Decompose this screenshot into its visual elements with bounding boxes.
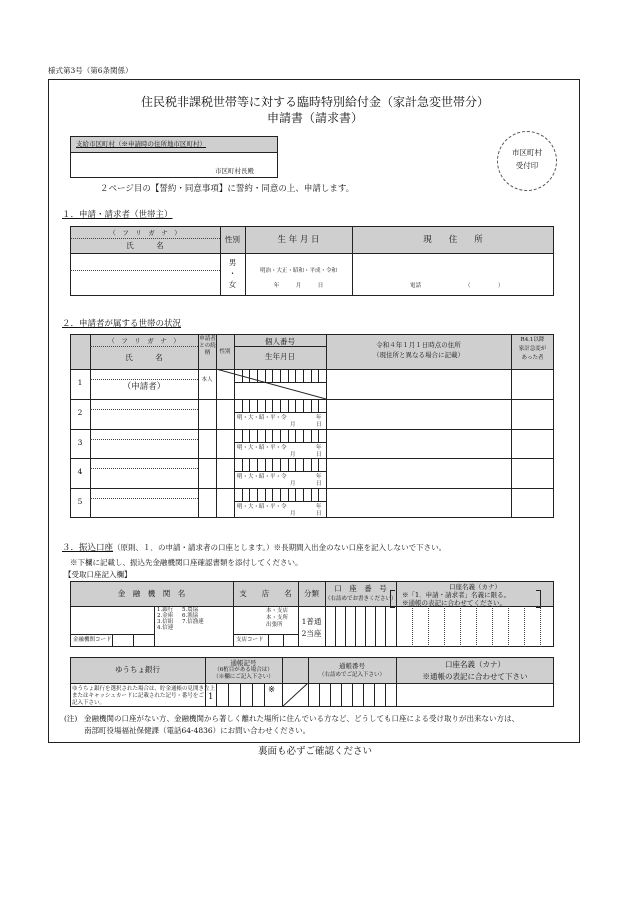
household-era[interactable]: 明・大・昭・平・令 (237, 415, 287, 421)
s2-change-2: 家計急変が (518, 346, 547, 352)
household-address-input[interactable] (327, 400, 510, 428)
s1-furigana-input[interactable] (76, 257, 214, 269)
category-header: 分類 (304, 589, 319, 598)
bank-type-2[interactable]: 2.金庫 (157, 613, 174, 619)
s1-sex: 性別 (225, 235, 240, 244)
bank-code-label: 金融機関コード (73, 637, 112, 643)
s1-female[interactable]: 女 (228, 280, 237, 289)
household-address-input[interactable] (327, 489, 510, 517)
reception-seal (497, 131, 557, 191)
household-name-input[interactable] (92, 500, 196, 517)
s1-phone: 電話 (410, 283, 422, 289)
household-name-input[interactable] (92, 411, 196, 428)
s1-ymd: 年 月 日 (273, 283, 324, 289)
s1-birth: 生 年 月 日 (277, 235, 320, 245)
s1-era[interactable]: 明治・大正・昭和・平成・令和 (259, 268, 337, 274)
kigo-first-digit: 1 (208, 692, 214, 702)
section3-note: ※下欄に記載し、振込先金融機関口座確認書類を添付してください。 (70, 558, 303, 567)
branch-header: 支 店 名 (239, 589, 292, 598)
household-month: 月 (290, 452, 296, 458)
household-furigana-input[interactable] (92, 400, 196, 408)
household-day: 日 (316, 452, 322, 458)
household-month: 月 (290, 511, 296, 517)
kigo-sub-2: （※欄にご記入下さい） (213, 674, 274, 680)
form-number: 様式第3号（第6条関係） (48, 66, 133, 75)
household-change-checkbox[interactable] (512, 430, 553, 457)
seal-text-1: 市区町村 (512, 148, 542, 157)
kigo-slash (282, 683, 309, 707)
row-number: 3 (77, 438, 83, 447)
s2-change-1: R4.1以降 (520, 337, 545, 343)
section3-heading: ３．振込口座 (62, 543, 114, 553)
s2-birth: 生年月日 (265, 352, 295, 361)
s1-name-input[interactable] (76, 274, 214, 292)
yucho-note-2: またはキャッシュカードに記載された記号・番号をご (72, 693, 204, 699)
bank-type-4[interactable]: 4.信連 (157, 625, 174, 631)
back-note: 裏面も必ずご確認ください (257, 746, 372, 757)
branch-name-input[interactable] (234, 607, 264, 633)
bank-type-6[interactable]: 6.漁協 (182, 613, 199, 619)
branch-type-1[interactable]: 本・支店 (266, 608, 289, 614)
household-furigana-input[interactable] (92, 430, 196, 438)
household-change-checkbox[interactable] (512, 489, 553, 517)
kigo-kome: ※ (268, 685, 276, 695)
bango-header: 通帳番号 (339, 662, 365, 670)
s1-phone-paren[interactable]: （ ） (465, 283, 504, 289)
household-year: 年 (316, 445, 322, 451)
s2-relation: 申請者との続柄 (199, 336, 216, 356)
s2-sex: 性別 (219, 349, 231, 355)
bank-name-input[interactable] (71, 607, 153, 633)
section3-subhead: 【受取口座記入欄】 (64, 570, 132, 579)
household-change-checkbox[interactable] (512, 400, 553, 428)
footnote-line-1: 金融機関の口座がない方、金融機関から著しく離れた場所に住んでいる方など、どうしても口座による受け取りが出来ない方は、 (84, 714, 519, 723)
household-month: 月 (290, 422, 296, 428)
household-day: 日 (316, 481, 322, 487)
branch-code-label: 支店コード (236, 637, 264, 643)
mayor-label: 市区町村長殿 (215, 167, 254, 175)
household-name-input[interactable] (92, 441, 196, 457)
yucho-note-1: ゆうちょ銀行を選択された場合は、貯金通帳の見開き左上 (72, 686, 216, 692)
s1-furigana: （ フ リ ガ ナ ） (109, 229, 181, 237)
row-number: 5 (77, 497, 83, 506)
holder-note-1: ※「1．申請・請求者」名義に限る。 (402, 591, 511, 599)
bank-type-1[interactable]: 1.銀行 (157, 607, 174, 613)
toza-option[interactable]: 2当座 (301, 629, 322, 638)
account-no-sub: （右詰めでお書きください） (325, 596, 397, 602)
household-furigana-input[interactable] (92, 459, 196, 467)
y-holder-sub: ※通帳の表記に合わせて下さい (422, 672, 528, 681)
household-name-input[interactable] (92, 470, 196, 487)
row-number: 4 (77, 467, 83, 476)
holder-note-2: ※通帳の表記に合わせてください。 (402, 599, 506, 607)
bank-type-7[interactable]: 7.信漁連 (182, 619, 204, 625)
household-era[interactable]: 明・大・昭・平・令 (237, 504, 287, 510)
yucho-header: ゆうちょ銀行 (115, 665, 160, 674)
bank-type-3[interactable]: 3.信組 (157, 619, 174, 625)
household-year: 年 (316, 474, 322, 480)
municipality-label: 支給市区町村（※申請時の住所地市区町村） (76, 140, 206, 148)
section3-heading-rest: （原則、１．の申請・請求者の口座とします。）※長期間入出金のない口座を記入しないで下さい。 (113, 543, 447, 552)
form-title: 住民税非課税世帯等に対する臨時特別給付金（家計急変世帯分） (140, 95, 489, 109)
account-no-header: 口 座 番 号 (334, 584, 387, 593)
household-address-input[interactable] (327, 459, 510, 487)
household-change-checkbox[interactable] (512, 370, 553, 398)
kigo-sub-1: （6桁目がある場合は） (214, 667, 273, 673)
s2-mynumber: 個人番号 (265, 337, 295, 346)
household-day: 日 (316, 511, 322, 517)
form-subtitle: 申請書（請求書） (266, 111, 363, 125)
branch-type-3[interactable]: 出張所 (266, 622, 283, 628)
yucho-note-3: 記入下さい。 (72, 700, 106, 706)
bank-name-header: 金 融 機 関 名 (117, 589, 186, 598)
seal-text-2: 受付印 (515, 161, 539, 170)
household-day: 日 (316, 422, 322, 428)
section1-heading: １．申請・請求者（世帯主） (62, 210, 173, 220)
s2-address-2: （現住所と異なる場合に記載） (373, 351, 464, 359)
section2-heading: ２．申請者が属する世帯の状況 (62, 319, 182, 329)
footnote-mark: (注) (64, 714, 78, 723)
household-address-input[interactable] (327, 370, 510, 398)
kigo-header: 通帳記号 (230, 659, 257, 667)
s2-address-1: 令和４年１月１日時点の住所 (376, 341, 461, 349)
s1-male[interactable]: 男 (228, 258, 237, 267)
s1-address: 現 住 所 (423, 235, 483, 245)
yucho-holder-input[interactable] (397, 684, 553, 706)
bank-type-5[interactable]: 5.農協 (182, 607, 199, 613)
household-year: 年 (316, 415, 322, 421)
applicant-label: （申請者） (122, 382, 166, 392)
holder-header: 口座名義（カナ） (449, 583, 501, 591)
household-era[interactable]: 明・大・昭・平・令 (237, 474, 287, 480)
household-era[interactable]: 明・大・昭・平・令 (237, 445, 287, 451)
household-address-input[interactable] (327, 430, 510, 457)
household-furigana-input[interactable] (92, 370, 196, 378)
s1-dot: ・ (228, 269, 237, 278)
s2-name: 氏 名 (125, 353, 163, 362)
honnin-label: 本人 (201, 377, 213, 383)
row-number: 1 (77, 378, 83, 387)
y-holder-header: 口座名義（カナ） (445, 660, 505, 669)
household-change-checkbox[interactable] (512, 459, 553, 487)
s1-name: 氏 名 (126, 241, 164, 250)
row-number: 2 (77, 408, 83, 417)
household-furigana-input[interactable] (92, 489, 196, 497)
s2-change-3: あった者 (521, 355, 544, 361)
bango-sub: （右詰めでご記入下さい） (318, 672, 385, 678)
branch-type-2[interactable]: 本・支所 (266, 615, 289, 621)
instruction-text: ２ページ目の【誓約・同意事項】に誓約・同意の上、申請します。 (100, 184, 355, 194)
s2-furigana: （ フ リ ガ ナ ） (108, 337, 180, 345)
household-month: 月 (290, 481, 296, 487)
household-year: 年 (316, 504, 322, 510)
row1-slash (216, 369, 326, 399)
futsu-option[interactable]: 1普通 (301, 617, 322, 626)
footnote-line-2: 南部町役場福祉保健課（電話64-4836）にお問い合わせください。 (84, 726, 311, 735)
